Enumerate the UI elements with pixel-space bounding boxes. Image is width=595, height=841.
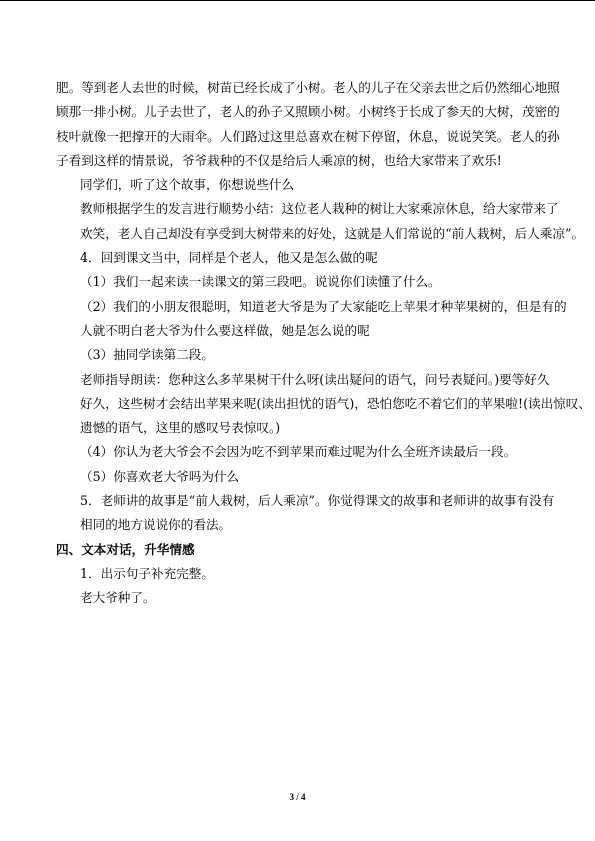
text-line: 1．出示句子补充完整。 [80,565,214,581]
text-line: （2）我们的小朋友很聪明，知道老大爷是为了大家能吃上苹果才种苹果树的，但是有的 [80,298,567,314]
paragraph-story-end [56,76,560,173]
text-line: 好久，这些树才会结出苹果来呢(读出担忧的语气)，恐怕您吃不着它们的苹果啦!(读出惊叹、 [80,395,591,411]
text-line: 教师根据学生的发言进行顺势小结：这位老人栽种的树让大家乘凉休息，给大家带来了 [80,201,559,217]
text-line: （1）我们一起来读一读课文的第三段吧。说说你们读懂了什么。 [80,274,441,290]
text-line: 同学们，听了这个故事，你想说些什么 [80,177,295,193]
text-line: （4）你认为老大爷会不会因为吃不到苹果而难过呢为什么全班齐读最后一段。 [80,444,517,460]
paragraph-question [56,173,540,197]
text-line: 子看到这样的情景说，爷爷栽种的不仅是给后人乘凉的树，也给大家带来了欢乐! [56,152,502,168]
text-line: 遗憾的语气，这里的感叹号表惊叹。) [80,420,281,436]
top-rule [0,0,595,1]
text-line: （5）你喜欢老大爷吗为什么 [80,468,240,484]
text-line: 4．回到课文当中，同样是个老人，他又是怎么做的呢 [80,250,378,266]
paragraph-sub-5 [56,465,540,489]
paragraph-sub-1 [56,270,540,294]
paragraph-step-4 [56,246,540,270]
paragraph-summary [56,197,585,246]
text-line: （3）抽同学读第二段。 [80,347,214,363]
text-line: 5．老师讲的故事是“前人栽树，后人乘凉”。你觉得课文的故事和老师讲的故事有没有 [80,493,555,509]
paragraph-sub-4 [56,440,540,464]
document-body [56,76,591,611]
heading-text: 四、文本对话，升华情感 [56,541,195,557]
text-line: 相同的地方说说你的看法。 [80,517,232,533]
section-heading [56,538,540,562]
paragraph-sub-2 [56,295,567,344]
text-line: 顾那一排小树。儿子去世了，老人的孙子又照顾小树。小树终于长成了参天的大树，茂密的 [56,104,560,120]
text-line: 欢笑，老人自己却没有享受到大树带来的好处，这就是人们常说的“前人栽树，后人乘凉”。 [80,225,585,241]
paragraph-step-5 [56,489,555,538]
text-line: 老师指导朗读：您种这么多苹果树干什么呀(读出疑问的语气，问号表疑问。)要等好久 [80,371,550,387]
paragraph-sub-3 [56,343,540,367]
page-number: 3 / 4 [289,792,306,802]
text-line: 肥。等到老人去世的时候，树苗已经长成了小树。老人的儿子在父亲去世之后仍然细心地照 [56,80,560,95]
text-line: 人就不明白老大爷为什么要这样做，她是怎么说的呢 [80,322,370,338]
paragraph-fill-blank [56,586,540,610]
text-line: 枝叶就像一把撑开的大雨伞。人们路过这里总喜欢在树下停留，休息，说说笑笑。老人的孙 [56,128,560,144]
paragraph-step-1 [56,562,540,586]
text-line: 老大爷种了。 [80,590,156,606]
paragraph-reading-guide [56,368,591,441]
